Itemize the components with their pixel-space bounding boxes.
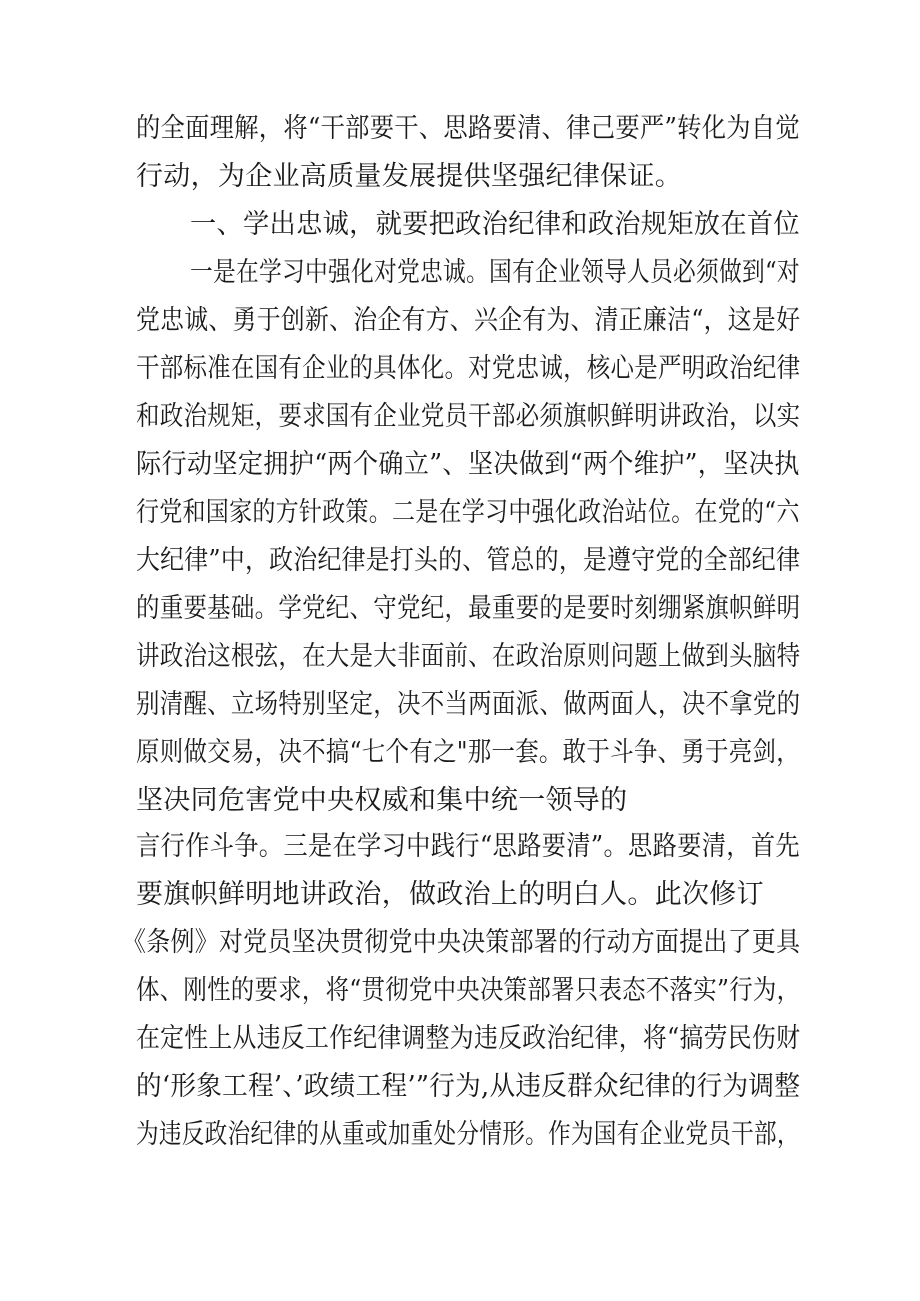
text-line: 《条例》对党员坚决贯彻党中央决策部署的行动方面提出了更具 — [122, 927, 801, 958]
text-line: 干部标准在国有企业的具体化。对党忠诚，核心是严明政治纪律 — [136, 353, 801, 384]
text-line: 要旗帜鲜明地讲政治，做政治上的明白人。此次修订 — [136, 879, 764, 910]
text-line: 党忠诚、勇于创新、治企有方、兴企有为、清正廉洁“，这是好 — [136, 305, 801, 336]
text-line: 原则做交易，决不搞“七个有之"那一套。敢于斗争、勇于亮剑， — [136, 737, 800, 768]
text-line: 在定性上从违反工作纪律调整为违反政治纪律，将“搞劳民伤财 — [136, 1023, 801, 1054]
text-line: 的全面理解，将“干部要干、思路要清、律己要严”转化为自觉 — [136, 113, 800, 144]
text-line: 的‘形象工程’、’政绩工程’”行为,从违反群众纪律的行为调整 — [136, 1071, 801, 1102]
text-line: 际行动坚定拥护“两个确立”、坚决做到“两个维护”，坚决执 — [136, 449, 800, 480]
section-heading: 一、学出忠诚，就要把政治纪律和政治规矩放在首位 — [190, 209, 800, 240]
text-line: 大纪律”中，政治纪律是打头的、管总的，是遵守党的全部纪律 — [136, 545, 801, 576]
text-line: 的重要基础。学党纪、守党纪，最重要的是要时刻绷紧旗帜鲜明 — [136, 593, 801, 624]
text-line: 行动，为企业高质量发展提供坚强纪律保证。 — [136, 161, 682, 192]
text-line: 别清醒、立场特别坚定，决不当两面派、做两面人，决不拿党的 — [136, 689, 801, 720]
text-line: 行党和国家的方针政策。二是在学习中强化政治站位。在党的“六 — [136, 497, 800, 528]
text-line: 体、刚性的要求，将“贯彻党中央决策部署只表态不落实”行为， — [136, 975, 801, 1006]
text-line: 一是在学习中强化对党忠诚。国有企业领导人员必须做到“对 — [190, 257, 800, 288]
text-line: 讲政治这根弦，在大是大非面前、在政治原则问题上做到头脑特 — [136, 641, 801, 672]
text-line: 和政治规矩，要求国有企业党员干部必须旗帜鲜明讲政治，以实 — [136, 401, 801, 432]
text-line: 坚决同危害党中央权威和集中统一领导的 — [136, 785, 628, 816]
text-line: 为违反政治纪律的从重或加重处分情形。作为国有企业党员干部， — [136, 1119, 800, 1150]
text-line: 言行作斗争。三是在学习中践行“思路要清”。思路要清，首先 — [136, 831, 800, 862]
